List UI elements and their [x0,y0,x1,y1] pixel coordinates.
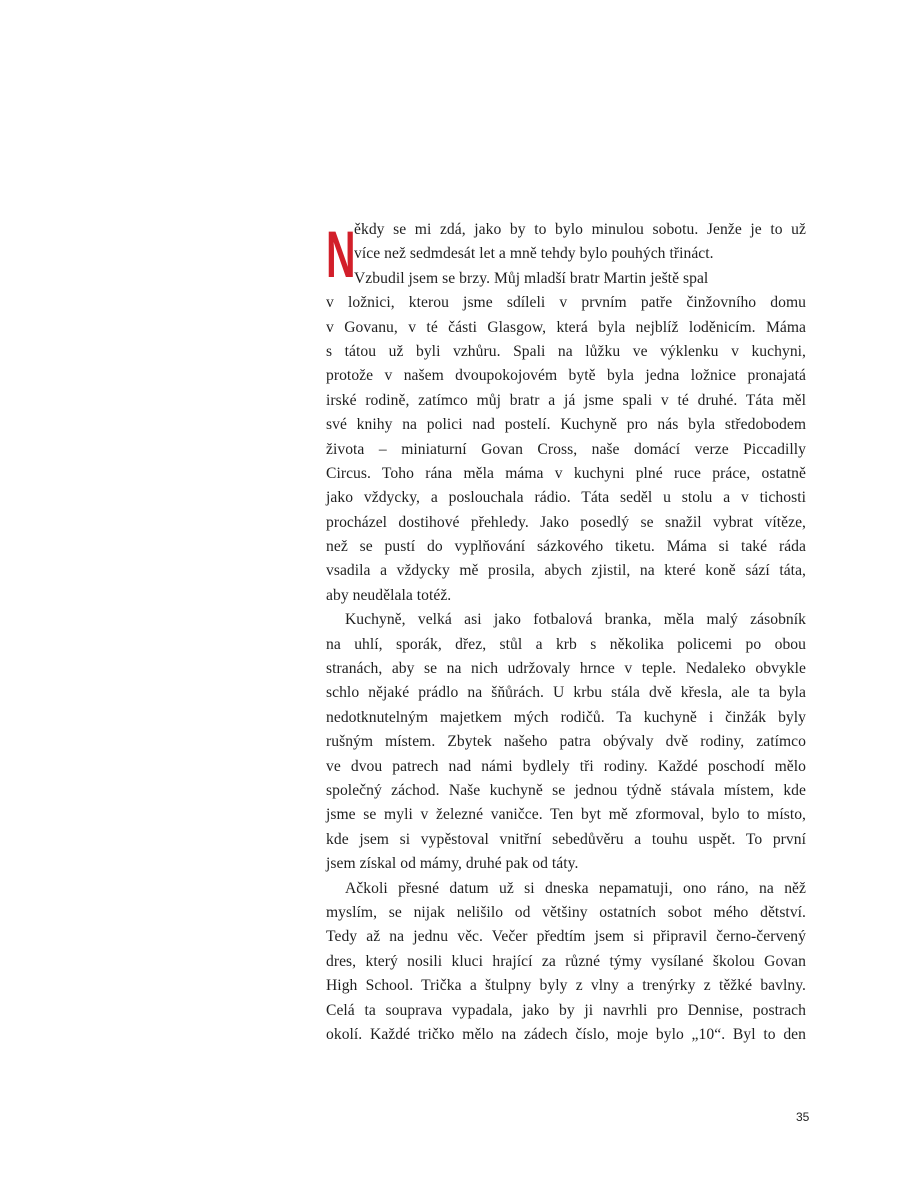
page-number: 35 [796,1110,810,1124]
text-line: vsadila a vždycky mě prosila, abych zjistil, na které koně sází táta, [326,562,806,580]
text-line: okolí. Každé tričko mělo na zádech číslo, moje bylo „10“. Byl to den [326,1025,806,1043]
text-line: než se pustí do vyplňování sázkového tiketu. Máma si také ráda [326,538,806,556]
text-line: stranách, aby se na nich udržovaly hrnce v teple. Nedaleko obvykle [326,660,806,678]
text-line: společný záchod. Naše kuchyně se jednou týdně stávala místem, kde [326,781,806,799]
drop-cap: N [326,217,356,291]
text-line: jsme se myli v železné vaničce. Ten byt mě zformoval, bylo to místo, [326,806,806,824]
text-line: jsem získal od mámy, druhé pak od táty. [326,855,579,873]
text-line: myslím, se nijak nelišilo od většiny ostatních sobot mého dětství. [326,903,806,921]
text-line: jako vždycky, a poslouchala rádio. Táta seděl u stolu a v tichosti [326,489,806,507]
text-line: více než sedmdesát let a mně tehdy bylo pouhých třináct. [354,245,714,263]
text-line: dres, který nosili kluci hrající za různé týmy vysílané školou Govan [326,952,806,970]
text-line: ve dvou patrech nad námi bydlely tři rodiny. Každé poschodí mělo [326,757,806,775]
text-line: Vzbudil jsem se brzy. Můj mladší bratr Martin ještě spal [354,269,709,287]
text-line: Tedy až na jednu věc. Večer předtím jsem si připravil černo-červený [326,928,806,946]
text-line: protože v našem dvoupokojovém bytě byla jedna ložnice pronajatá [326,367,806,385]
text-line: v ložnici, kterou jsme sdíleli v prvním patře činžovního domu [326,294,806,312]
body-text [326,218,806,1047]
text-line: na uhlí, sporák, dřez, stůl a krb s několika policemi po obou [326,635,806,653]
text-line: Kuchyně, velká asi jako fotbalová branka, měla malý zásobník [345,611,806,629]
text-line: Ačkoli přesné datum už si dneska nepamatuji, ono ráno, na něž [345,879,806,897]
text-line: schlo nějaké prádlo na šňůrách. U krbu stála dvě křesla, ale ta byla [326,684,806,702]
text-line: irské rodině, zatímco můj bratr a já jsme spali v té druhé. Táta měl [326,391,806,409]
text-line: s tátou už byli vzhůru. Spali na lůžku ve výklenku v kuchyni, [326,342,806,360]
text-line: nedotknutelným majetkem mých rodičů. Ta kuchyně i činžák byly [326,708,806,726]
text-line: procházel dostihové přehledy. Jako posedlý se snažil vybrat vítěze, [326,513,806,531]
text-line: rušným místem. Zbytek našeho patra obývaly dvě rodiny, zatímco [326,733,806,751]
text-line: ěkdy se mi zdá, jako by to bylo minulou sobotu. Jenže je to už [354,221,806,238]
text-line: High School. Trička a štulpny byly z vlny a trenýrky z těžké bavlny. [326,977,806,995]
text-line: kde jsem si vypěstoval vnitřní sebedůvěru a touhu uspět. To první [326,830,806,848]
text-line: Celá ta souprava vypadala, jako by ji navrhli pro Dennise, postrach [326,1001,806,1019]
text-line: své knihy na polici nad postelí. Kuchyně pro nás byla středobodem [326,416,806,434]
text-line: aby neudělala totéž. [326,586,452,604]
text-line: Circus. Toho rána měla máma v kuchyni plné ruce práce, ostatně [326,464,806,482]
text-line: života – miniaturní Govan Cross, naše domácí verze Piccadilly [326,440,806,458]
text-line: v Govanu, v té části Glasgow, která byla nejblíž loděnicím. Máma [326,318,806,336]
